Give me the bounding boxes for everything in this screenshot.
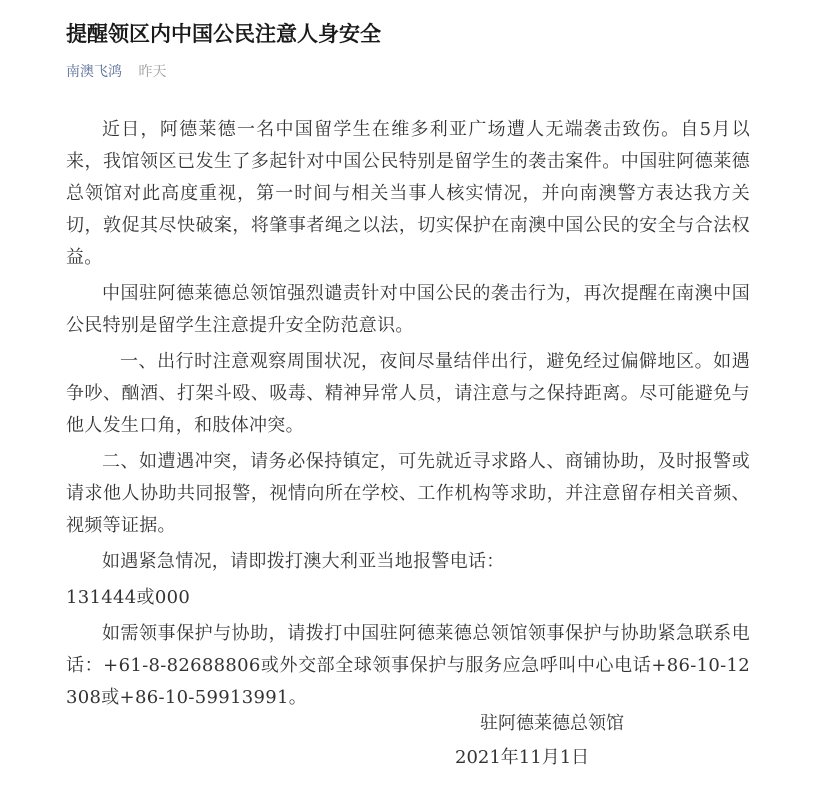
paragraph-condemnation: 中国驻阿德莱德总领馆强烈谴责针对中国公民的袭击行为，再次提醒在南澳中国公民特别是留学生注意提升安全防范意识。 [66, 283, 750, 336]
paragraph-advice-two: 二、如遭遇冲突，请务必保持镇定，可先就近寻求路人、商铺协助，及时报警或请求他人协助共同报警，视情向所在学校、工作机构等求助，并注意留存相关音频、视频等证据。 [66, 451, 750, 536]
signature: 驻阿德莱德总领馆 [480, 713, 624, 734]
signature-date: 2021年11月1日 [455, 747, 590, 768]
paragraph-consular-contact: 如需领事保护与协助，请拨打中国驻阿德莱德总领馆领事保护与协助紧急联系电话：+61-8-82688806或外交部全球领事保护与服务应急呼叫中心电话+86-10-12308或+86-10-59913991。 [66, 623, 750, 708]
paragraph-incident: 近日，阿德莱德一名中国留学生在维多利亚广场遭人无端袭击致伤。自5月以来，我馆领区已发生了多起针对中国公民特别是留学生的袭击案件。中国驻阿德莱德总领馆对此高度重视，第一时间与相关当事人核实情况，并向南澳警方表达我方关切，敦促其尽快破案，将肇事者绳之以法，切实保护在南澳中国公民的安全与合法权益。 [66, 119, 750, 268]
publish-time: 昨天 [138, 64, 167, 80]
paragraph-advice-one: 一、出行时注意观察周围状况，夜间尽量结伴出行，避免经过偏僻地区。如遇争吵、酗酒、打架斗殴、吸毒、精神异常人员，请注意与之保持距离。尽可能避免与他人发生口角，和肢体冲突。 [66, 351, 750, 436]
author-link[interactable]: 南澳飞鸿 [66, 64, 122, 80]
article-meta [66, 62, 166, 82]
article-title: 提醒领区内中国公民注意人身安全 [66, 22, 381, 46]
paragraph-emergency-intro: 如遇紧急情况，请即拨打澳大利亚当地报警电话： [102, 551, 505, 572]
article-body [66, 114, 750, 718]
emergency-numbers: 131444或000 [66, 587, 191, 608]
